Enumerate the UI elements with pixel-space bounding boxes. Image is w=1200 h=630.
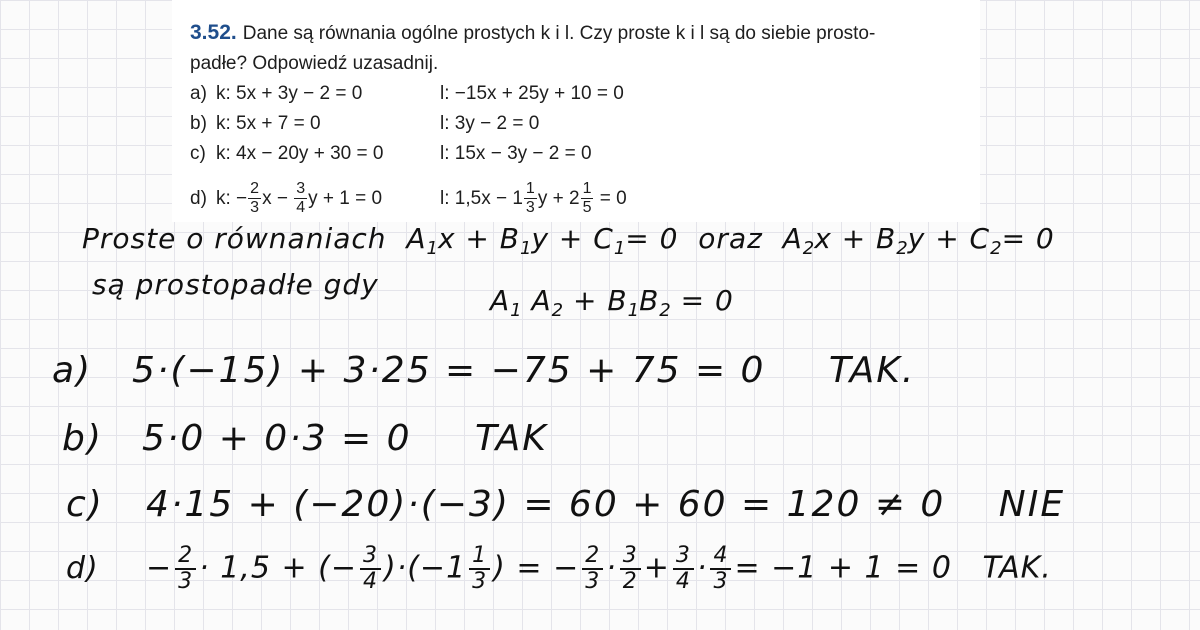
denominator: 3 [250, 199, 260, 217]
solution-part: ) = − [493, 550, 580, 586]
equation-l: l: 15x − 3y − 2 = 0 [440, 143, 592, 164]
solution-label: c) [66, 484, 104, 525]
subscript: 2 [896, 238, 908, 259]
solution-text: 4·15 + (−20)·(−3) = 60 + 60 = 120 ≠ 0 [146, 484, 946, 525]
solution-text: 5·(−15) + 3·25 = −75 + 75 = 0 [132, 350, 766, 391]
eq1-part: = 0 [625, 222, 679, 255]
fraction [360, 544, 381, 594]
note-condition [490, 284, 734, 321]
eq2-part: = 0 [1001, 222, 1055, 255]
eq1-part: y + C [531, 222, 614, 255]
cond-part: A [531, 284, 552, 317]
numerator: 1 [525, 180, 535, 198]
denominator: 4 [675, 569, 691, 594]
row-mark: d) [190, 188, 207, 209]
task-intro-line1: Dane są równania ogólne prostych k i l. Czy proste k i l są do siebie prosto- [242, 23, 876, 44]
solution-label: b) [62, 418, 103, 459]
denominator: 3 [472, 569, 488, 594]
row-mark: a) [190, 83, 207, 104]
cond-part: A [490, 284, 511, 317]
numerator: 1 [582, 180, 592, 198]
solution-verdict: TAK. [828, 350, 916, 391]
denominator: 4 [362, 569, 378, 594]
fraction [581, 180, 594, 217]
note-line-1 [82, 222, 1055, 259]
subscript: 1 [613, 238, 626, 259]
task-intro-line2: padłe? Odpowiedź uzasadnij. [190, 53, 439, 74]
numerator: 3 [360, 544, 381, 570]
subscript: 1 [426, 238, 438, 259]
eq2-part: y + C [907, 222, 991, 255]
eq2-part: A [782, 222, 803, 255]
numerator: 2 [175, 544, 196, 570]
denominator: 3 [585, 569, 601, 594]
k-prefix: k: − [216, 188, 248, 209]
subscript: 2 [990, 238, 1002, 259]
solution-c [66, 484, 1065, 525]
note-line-2 [92, 268, 379, 301]
note-condition-intro: są prostopadłe gdy [92, 268, 379, 301]
fraction [524, 180, 537, 217]
l-mid: y + 2 [537, 188, 580, 209]
solution-b [62, 418, 548, 459]
fraction [673, 544, 694, 594]
subscript: 1 [520, 238, 532, 259]
task-row-c [190, 139, 962, 169]
subscript: 1 [510, 300, 522, 321]
note-conjunction: oraz [698, 222, 763, 255]
solution-verdict: TAK [474, 418, 548, 459]
equation-k [216, 175, 382, 223]
subscript: 2 [802, 238, 815, 259]
k-tail: y + 1 = 0 [308, 188, 383, 209]
solution-part: = −1 + 1 = 0 [734, 550, 952, 586]
task-number: 3.52. [190, 21, 237, 44]
task-intro [190, 18, 962, 79]
fraction [620, 544, 641, 594]
row-mark: c) [190, 143, 206, 164]
numerator: 3 [296, 180, 306, 198]
numerator: 2 [582, 544, 603, 570]
subscript: 2 [659, 300, 671, 321]
denominator: 3 [713, 569, 729, 594]
subscript: 1 [627, 300, 640, 321]
eq1-part: A [406, 222, 427, 255]
solution-label: d) [66, 550, 99, 586]
l-tail: = 0 [599, 188, 627, 209]
note-intro: Proste o równaniach [82, 222, 387, 255]
cond-part: = 0 [680, 284, 734, 317]
task-row-d [190, 175, 962, 223]
row-mark: b) [190, 113, 207, 134]
numerator: 1 [469, 544, 490, 570]
numerator: 2 [250, 180, 260, 198]
fraction [582, 544, 603, 594]
denominator: 3 [525, 199, 535, 217]
solution-part: · [696, 550, 708, 586]
eq2-part: x + B [814, 222, 897, 255]
solution-part: + [643, 550, 670, 586]
numerator: 3 [620, 544, 641, 570]
fraction [175, 544, 196, 594]
cond-part: + B [563, 284, 628, 317]
solution-verdict: TAK. [982, 550, 1052, 586]
denominator: 4 [296, 199, 306, 217]
eq1-part: x + B [437, 222, 520, 255]
solution-part: − [146, 550, 173, 586]
denominator: 3 [178, 569, 194, 594]
numerator: 3 [673, 544, 694, 570]
fraction [248, 180, 261, 217]
solution-part: · 1,5 + (− [199, 550, 357, 586]
l-prefix: l: 1,5x − 1 [440, 188, 523, 209]
solution-d [66, 544, 1052, 594]
solution-label: a) [52, 350, 93, 391]
solution-a [52, 350, 915, 391]
denominator: 2 [622, 569, 638, 594]
solution-part: )·(−1 [383, 550, 467, 586]
fraction [294, 180, 307, 217]
solution-verdict: NIE [998, 484, 1066, 525]
equation-l: l: 3y − 2 = 0 [440, 113, 540, 134]
equation-k: k: 5x + 7 = 0 [216, 113, 321, 134]
cond-part: B [639, 284, 660, 317]
fraction [469, 544, 490, 594]
denominator: 5 [582, 199, 592, 217]
equation-k: k: 5x + 3y − 2 = 0 [216, 83, 363, 104]
k-mid: x − [262, 188, 288, 209]
task-box [172, 0, 980, 222]
task-row-b [190, 109, 962, 139]
subscript: 2 [551, 300, 564, 321]
task-row-a [190, 79, 962, 109]
numerator: 4 [710, 544, 731, 570]
equation-l: l: −15x + 25y + 10 = 0 [440, 83, 624, 104]
equation-k: k: 4x − 20y + 30 = 0 [216, 143, 384, 164]
fraction [710, 544, 731, 594]
solution-part: · [606, 550, 617, 586]
solution-text: 5·0 + 0·3 = 0 [142, 418, 412, 459]
equation-l [440, 175, 627, 223]
